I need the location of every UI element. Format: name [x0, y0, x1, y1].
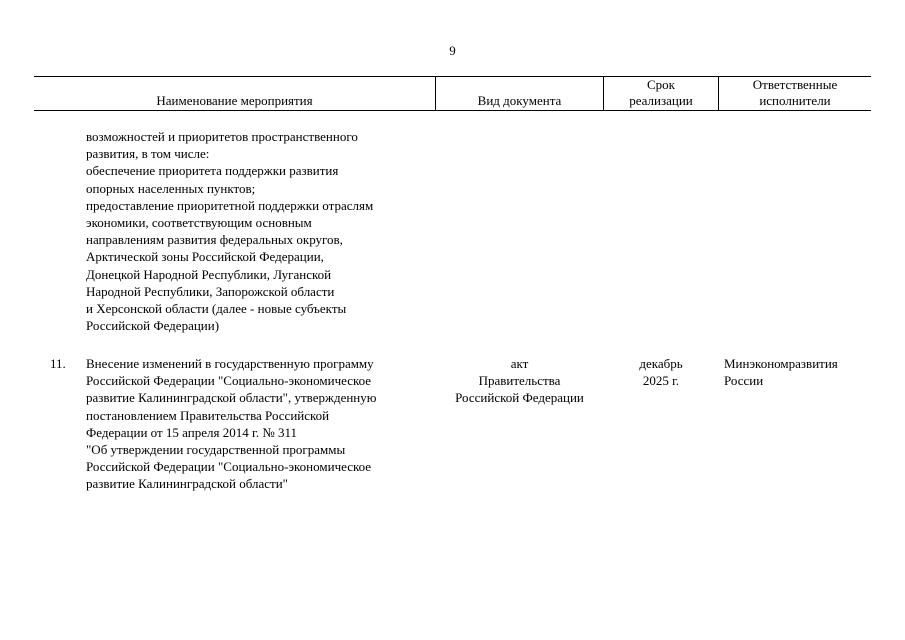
column-header-deadline-label: Срок реализации [629, 77, 693, 108]
column-header-doc-type [436, 77, 603, 110]
column-header-name [34, 77, 435, 110]
table-header-bottom-rule [34, 110, 871, 111]
row-deadline: декабрь 2025 г. [639, 356, 683, 389]
column-header-responsible [719, 77, 871, 110]
row-number: 11. [50, 356, 66, 371]
row-responsible: Минэкономразвития России [724, 356, 838, 389]
column-header-responsible-label: Ответственные исполнители [752, 77, 838, 108]
column-header-name-label: Наименование мероприятия [156, 93, 313, 108]
row-name: Внесение изменений в государственную программу Российской Федерации "Социально-экономическое развитие Калининградской области", утвержденную постановлением Правительства Российской Федерации от 15 апреля 2014 г. № 311 "Об утверждении государственной программы Российской Федерации "Социально-экономическое развитие Калининградской области" [86, 356, 377, 492]
column-header-doc-type-label: Вид документа [477, 93, 562, 108]
row-doc-type: акт Правительства Российской Федерации [455, 356, 584, 406]
page-number: 9 [449, 43, 456, 58]
continuation-text: возможностей и приоритетов пространственного развития, в том числе: обеспечение приоритета поддержки развития опорных населенных пунктов; предоставление приоритетной поддержки отраслям экономики, соответствующим основным направлениям развития федеральных округов, Арктической зоны Российской Федерации, Донецкой Народной Республики, Луганской Народной Республики, Запорожской области и Херсонской области (далее - новые субъекты Российской Федерации) [86, 129, 374, 334]
column-header-deadline [604, 77, 718, 110]
